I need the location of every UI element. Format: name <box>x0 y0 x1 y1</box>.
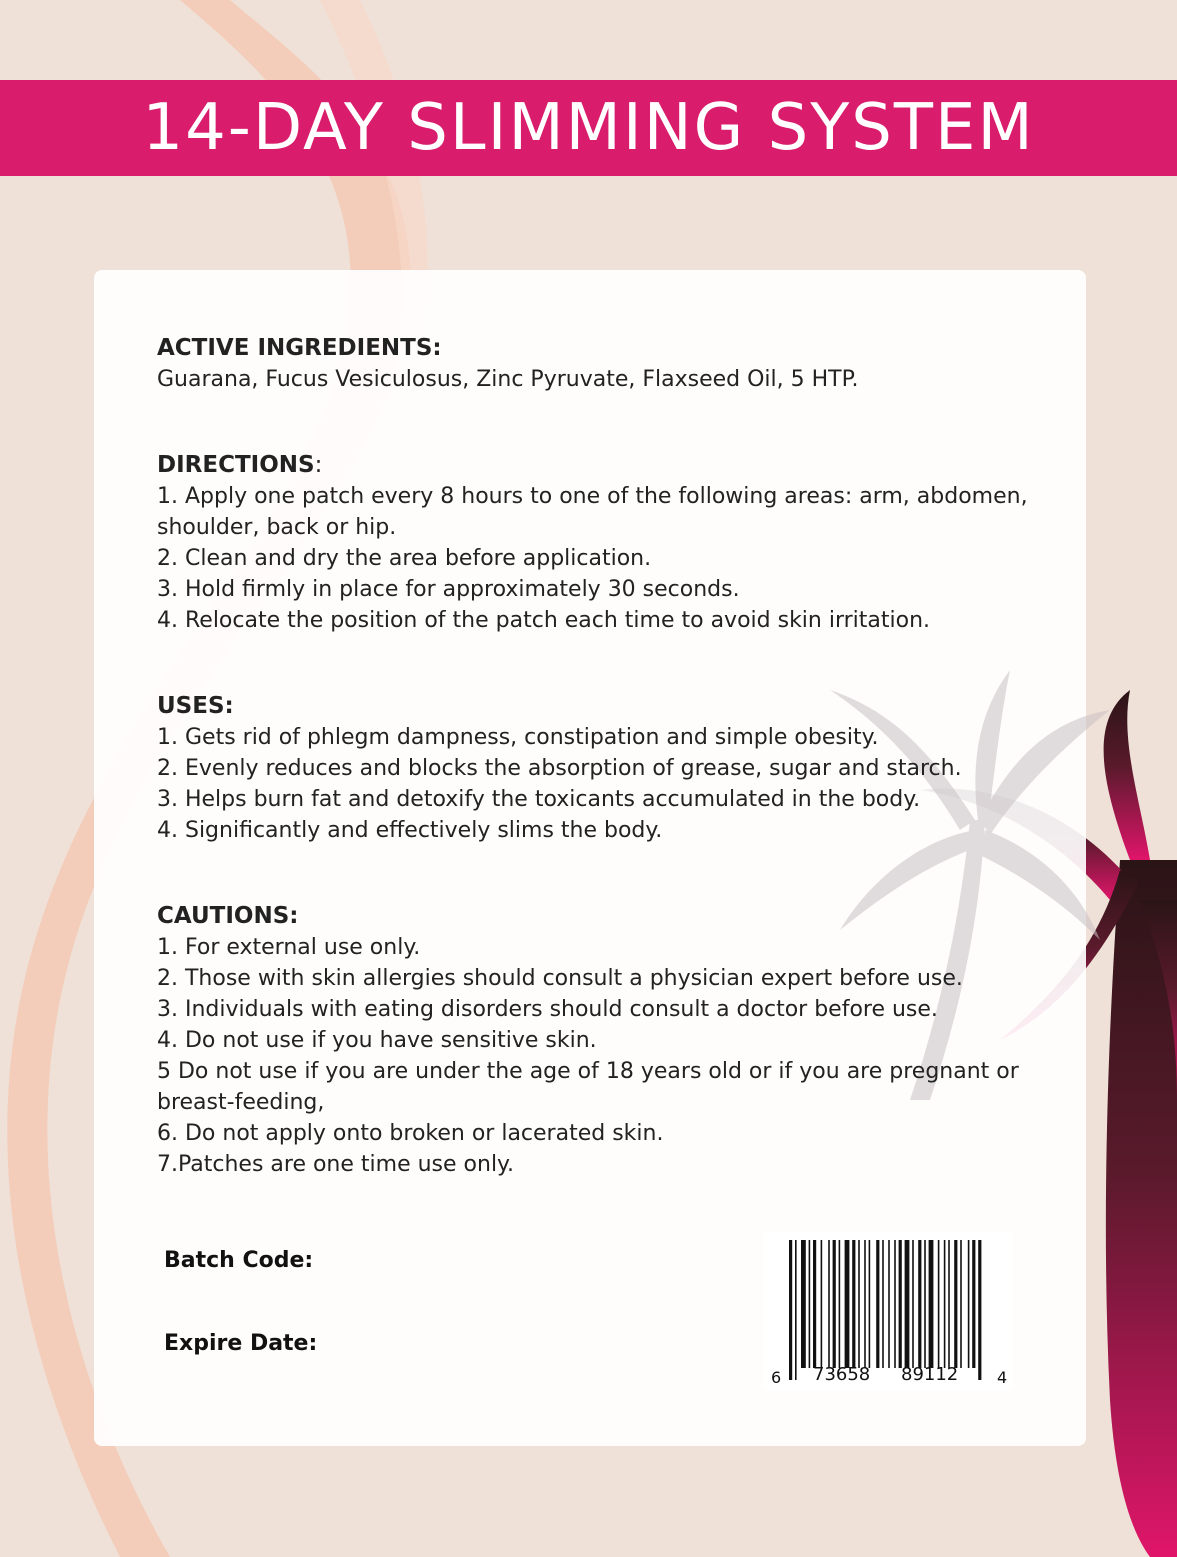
section-line: 4. Do not use if you have sensitive skin. <box>157 1028 597 1053</box>
barcode-bar <box>894 1240 896 1368</box>
barcode-bar <box>845 1240 850 1368</box>
label-content <box>157 333 1037 1235</box>
barcode-bars <box>763 1232 1013 1390</box>
barcode-right-group: 89112 <box>901 1364 959 1385</box>
barcode-bar <box>828 1240 830 1368</box>
section-line: 1. Apply one patch every 8 hours to one of the following areas: arm, abdomen, shoulder, back or hip. <box>157 484 1028 540</box>
section-line: 2. Those with skin allergies should consult a physician expert before use. <box>157 966 963 991</box>
section-line: Guarana, Fucus Vesiculosus, Zinc Pyruvate, Flaxseed Oil, 5 HTP. <box>157 367 859 392</box>
barcode-bar <box>960 1240 962 1368</box>
barcode-bar <box>888 1240 890 1368</box>
barcode-bar <box>972 1240 975 1368</box>
page-title: 14-DAY SLIMMING SYSTEM <box>142 91 1035 165</box>
section-heading: USES: <box>157 693 234 719</box>
barcode-bar <box>813 1240 816 1368</box>
barcode-bar <box>968 1240 970 1368</box>
barcode <box>763 1232 1013 1390</box>
batch-code-label: Batch Code: <box>164 1248 314 1273</box>
barcode-bar <box>876 1240 879 1368</box>
section-directions <box>157 450 1037 636</box>
barcode-bar <box>864 1240 866 1368</box>
barcode-bar <box>899 1240 902 1368</box>
barcode-bar <box>809 1240 811 1368</box>
barcode-bar <box>801 1240 806 1368</box>
barcode-bar <box>948 1240 950 1368</box>
barcode-bar <box>795 1240 797 1380</box>
section-uses <box>157 691 1037 846</box>
barcode-last-digit: 4 <box>997 1368 1008 1387</box>
section-line: 2. Evenly reduces and blocks the absorption of grease, sugar and starch. <box>157 756 962 781</box>
barcode-bar <box>858 1240 860 1368</box>
barcode-first-digit: 6 <box>771 1368 782 1387</box>
section-line: 3. Individuals with eating disorders should consult a doctor before use. <box>157 997 938 1022</box>
barcode-bar <box>912 1240 914 1368</box>
heading-suffix: : <box>314 452 323 478</box>
section-line: 3. Helps burn fat and detoxify the toxicants accumulated in the body. <box>157 787 921 812</box>
barcode-bar <box>938 1240 940 1368</box>
barcode-bar <box>929 1240 934 1368</box>
barcode-left-group: 73658 <box>813 1364 871 1385</box>
section-cautions <box>157 901 1037 1180</box>
expire-date-label: Expire Date: <box>164 1331 318 1356</box>
barcode-bar <box>954 1240 957 1368</box>
barcode-bar <box>978 1240 981 1380</box>
barcode-bar <box>882 1240 884 1368</box>
barcode-bar <box>839 1240 841 1368</box>
section-line: 4. Relocate the position of the patch each time to avoid skin irritation. <box>157 608 931 633</box>
title-banner <box>0 80 1177 176</box>
section-line: 2. Clean and dry the area before application. <box>157 546 652 571</box>
section-line: 1. For external use only. <box>157 935 421 960</box>
barcode-bar <box>905 1240 910 1368</box>
heading-text: DIRECTIONS <box>157 452 315 478</box>
barcode-bar <box>833 1240 836 1368</box>
section-line: 6. Do not apply onto broken or lacerated skin. <box>157 1121 664 1146</box>
section-line: 7.Patches are one time use only. <box>157 1152 514 1177</box>
section-line: 3. Hold firmly in place for approximately 30 seconds. <box>157 577 740 602</box>
section-line: 1. Gets rid of phlegm dampness, constipation and simple obesity. <box>157 725 879 750</box>
barcode-bar <box>918 1240 921 1368</box>
section-line: 4. Significantly and effectively slims the body. <box>157 818 663 843</box>
barcode-bar <box>852 1240 855 1368</box>
barcode-bar <box>924 1240 926 1368</box>
section-heading: CAUTIONS: <box>157 903 299 929</box>
section-heading: ACTIVE INGREDIENTS: <box>157 335 442 361</box>
barcode-bar <box>869 1240 871 1368</box>
barcode-bar <box>789 1240 792 1380</box>
barcode-bar <box>821 1240 823 1368</box>
section-line: 5 Do not use if you are under the age of 18 years old or if you are pregnant or breast-feeding, <box>157 1059 1019 1115</box>
section-active-ingredients <box>157 333 1037 395</box>
section-heading <box>157 450 1037 481</box>
barcode-bar <box>944 1240 946 1368</box>
